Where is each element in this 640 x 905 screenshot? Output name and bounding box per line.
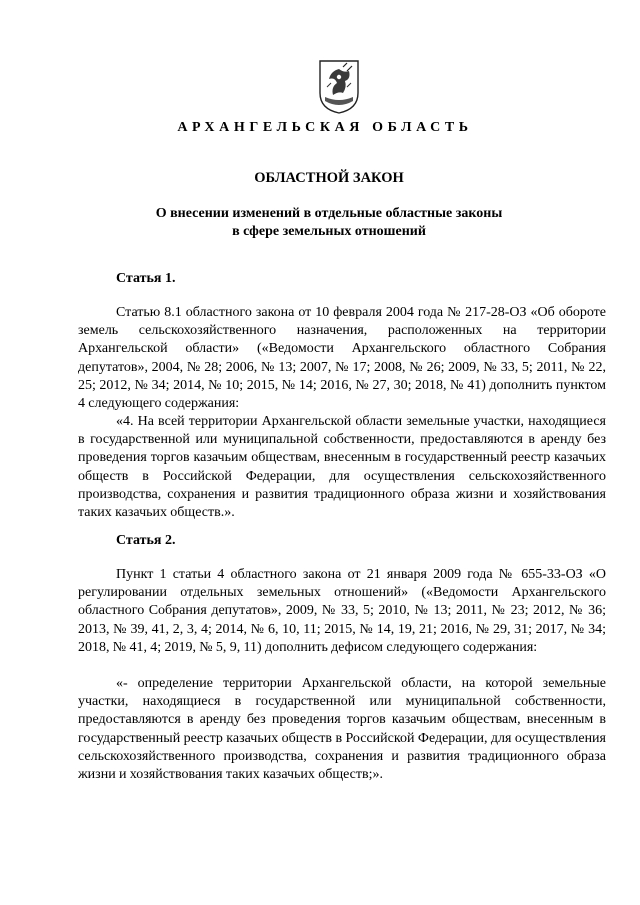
article-1-heading: Статья 1. xyxy=(116,271,176,286)
document-title xyxy=(0,205,640,241)
document-title-line: в сфере земельных отношений xyxy=(232,224,426,239)
article-2-paragraph-2: «- определение территории Архангельской области, на которой земельные участки, находящиеся в государственной или муниципальной собственности, предоставляются в аренду без проведения торгов казачьим обществам, внесенным в государственный реестр казачьих обществ в Российской Федерации, для осуществления сельскохозяйственного производства, сохранения и развития традиционного образа жизни и хозяйствования таких казачьих обществ;». xyxy=(78,676,606,783)
document-title-line: О внесении изменений в отдельные областные законы xyxy=(155,206,503,221)
article-1-paragraph-1: Статью 8.1 областного закона от 10 февраля 2004 года № 217-28-ОЗ «Об обороте земель сельскохозяйственного назначения, расположенных на территории Архангельской области» («Ведомости Архангельского областного Собрания депутатов», 2004, № 28; 2006, № 13; 2007, № 17; 2008, № 26; 2009, № 33, 5; 2011, № 22, 25; 2012, № 34; 2014, № 10; 2015, № 14; 2016, № 27, 30; 2018, № 41) дополнить пунктом 4 следующего содержания: xyxy=(78,305,606,412)
document-type: ОБЛАСТНОЙ ЗАКОН xyxy=(254,170,404,186)
region-heading: АРХАНГЕЛЬСКАЯ ОБЛАСТЬ xyxy=(177,120,473,135)
article-1-paragraph-2: «4. На всей территории Архангельской области земельные участки, находящиеся в государственной или муниципальной собственности, предоставляются в аренду без проведения торгов казачьим обществам, внесенным в государственный реестр казачьих обществ в Российской Федерации, для осуществления сельскохозяйственного производства, сохранения и развития традиционного образа жизни и хозяйствования таких казачьих обществ.». xyxy=(78,414,606,521)
article-2-paragraph-1: Пункт 1 статьи 4 областного закона от 21 января 2009 года № 655-33-ОЗ «О регулировании отдельных земельных отношений» («Ведомости Архангельского областного Собрания депутатов», 2009, № 33, 5; 2010, № 13; 2011, № 23; 2012, № 36; 2013, № 39, 41, 2, 3, 4; 2014, № 6, 10, 11; 2015, № 14, 19, 21; 2016, № 29, 31; 2017, № 34; 2018, № 41, 4; 2019, № 5, 9, 11) дополнить дефисом следующего содержания: xyxy=(78,567,606,655)
article-2-heading: Статья 2. xyxy=(116,533,176,548)
coat-of-arms-icon xyxy=(317,57,361,115)
